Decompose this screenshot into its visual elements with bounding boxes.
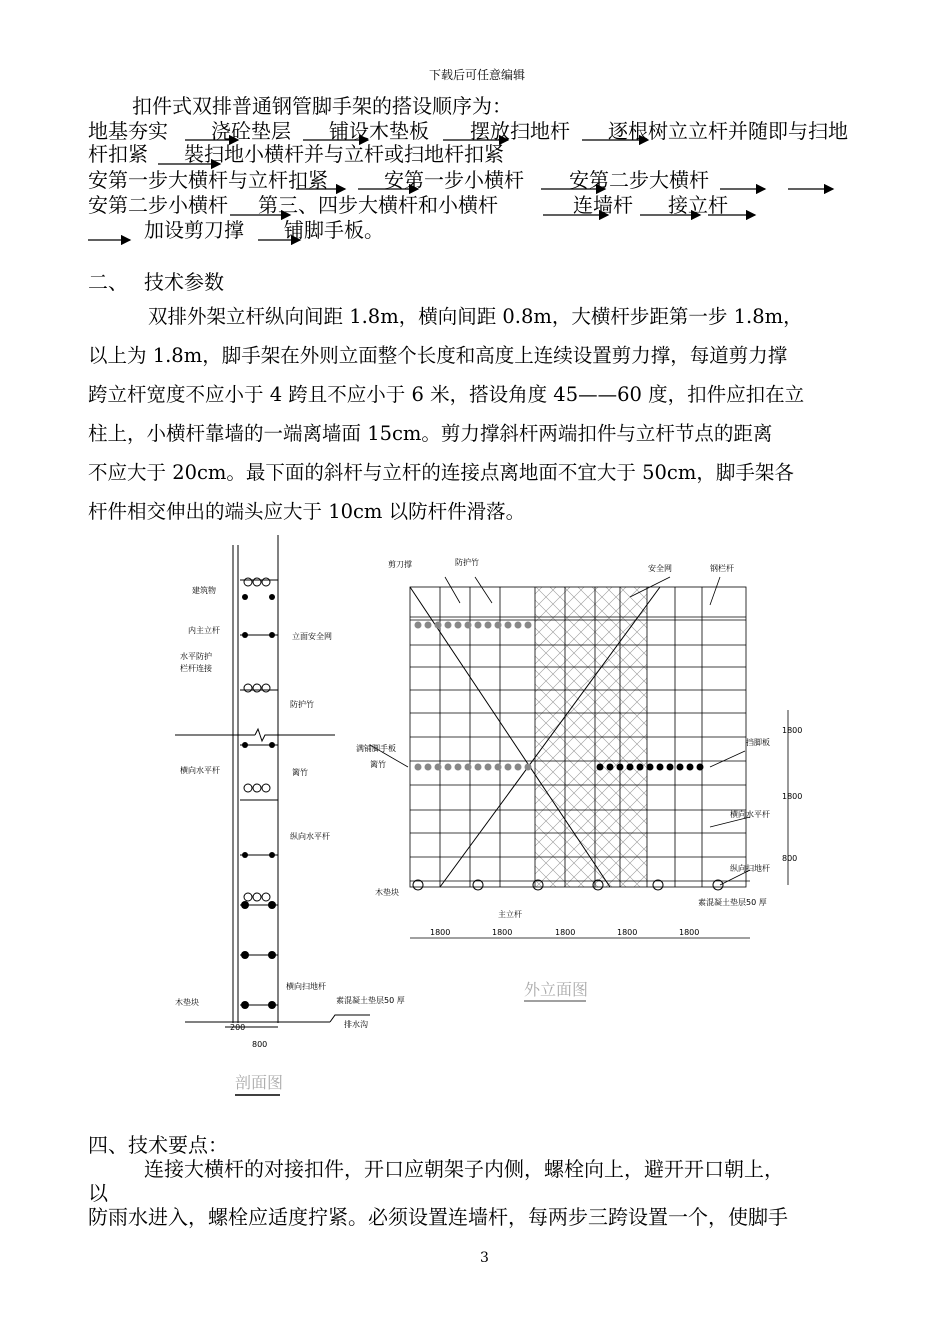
elev-label-wood-block: 木垫块 [375,888,399,897]
label-concrete: 素混凝土垫层50 厚 [336,996,405,1005]
label-inner-pole: 内主立杆 [188,626,220,635]
label-drain: 排水沟 [344,1020,368,1029]
elev-label-concrete: 素混凝土垫层50 厚 [698,898,767,907]
page-number: 3 [480,1250,489,1266]
section4-heading: 四、技术要点： [88,1133,228,1157]
seq-step-13: 连墙杆 [573,193,633,217]
seq-step-4: 摆放扫地杆 [470,119,570,143]
elev-label-safety-net: 安全网 [648,564,672,573]
section-view-caption: 剖面图 [235,1073,284,1092]
section2-line-4: 柱上，小横杆靠墙的一端离墙面 15cm。剪力撑斜杆两端扣件与立杆节点的距离 [88,422,773,445]
seq-step-6: 杆扣紧 [88,142,148,166]
elev-label-railing: 钢栏杆 [710,564,734,573]
elev-dim-1: 1800 [430,928,451,937]
elev-label-full-board: 满铺脚手板 [356,744,396,753]
label-transverse-bar: 横向水平杆 [180,766,220,775]
elevation-caption: 外立面图 [524,980,589,999]
seq-step-11: 安第二步小横杆 [88,193,228,217]
elev-label-scissor: 剪刀撑 [388,560,412,569]
seq-step-3: 铺设木垫板 [329,119,429,143]
elev-label-long-sweep: 纵向扫地杆 [730,864,770,873]
label-fence-1: 水平防护 [180,652,212,661]
elev-dim-right-2: 1800 [782,792,803,801]
seq-step-1: 地基夯实 [88,119,168,143]
label-guard: 防护竹 [290,700,314,709]
label-building: 建筑物 [192,586,216,595]
elev-dim-4: 1800 [617,928,638,937]
elev-dim-3: 1800 [555,928,576,937]
section2-line-3: 跨立杆宽度不应小于 4 跨且不应小于 6 米，搭设角度 45——60 度，扣件应扣在立 [88,383,805,406]
sequence-arrows [0,0,950,260]
elev-label-transverse-bar: 横向水平杆 [730,810,770,819]
label-dim-800: 800 [252,1040,268,1049]
label-fence-2: 栏杆连接 [180,664,212,673]
label-sweep-bar: 横向扫地杆 [286,982,326,991]
seq-step-2: 浇砼垫层 [211,119,291,143]
section2-heading: 技术参数 [144,270,224,294]
elev-dim-right-1: 1800 [782,726,803,735]
section2-line-6: 杆件相交伸出的端头应大于 10cm 以防杆件滑落。 [88,500,526,523]
section2-line-1: 双排外架立杆纵向间距 1.8m，横向间距 0.8m，大横杆步距第一步 1.8m， [148,305,803,328]
elevation-drawing [350,555,803,1015]
seq-step-8: 安第一步大横杆与立杆扣紧 [88,168,328,192]
label-wood-block: 木垫块 [175,998,199,1007]
seq-step-16: 铺脚手板。 [284,218,384,242]
seq-step-7: 裝扫地小横杆并与立杆或扫地杆扣紧 [184,142,504,166]
elev-label-bamboo: 篱竹 [370,760,386,769]
elev-label-toe-board: 挡脚板 [746,738,770,747]
section4-line-1: 连接大横杆的对接扣件，开口应朝架子内侧，螺栓向上，避开开口朝上， [144,1157,784,1181]
elev-label-guard: 防护竹 [455,558,479,567]
section2-line-5: 不应大于 20cm。最下面的斜杆与立杆的连接点离地面不宜大于 50cm，脚手架各 [88,461,794,484]
elev-dim-2: 1800 [492,928,513,937]
section2-line-2: 以上为 1.8m，脚手架在外则立面整个长度和高度上连续设置剪力撑，每道剪力撑 [88,344,788,367]
page-header: 下载后可任意编辑 [429,68,526,82]
sequence-intro: 扣件式双排普通钢管脚手架的搭设顺序为： [132,94,512,118]
seq-step-12: 第三、四步大横杆和小横杆 [258,193,498,217]
section4-line-3: 防雨水进入，螺栓应适度拧紧。必须设置连墙杆，每两步三跨设置一个，使脚手 [88,1205,788,1229]
seq-step-5: 逐根树立立杆并随即与扫地 [608,119,848,143]
label-safety-net-v: 立面安全网 [292,632,332,641]
section2-number: 二、 [88,270,128,294]
seq-step-10: 安第二步大横杆 [569,168,709,192]
seq-step-9: 安第一步小横杆 [384,168,524,192]
elev-dim-right-3: 800 [782,854,798,863]
seq-step-14: 接立杆 [668,193,728,217]
seq-step-15: 加设剪刀撑 [144,218,244,242]
elev-dim-5: 1800 [679,928,700,937]
label-long-bar: 纵向水平杆 [290,832,330,841]
elev-label-main-pole: 主立杆 [498,910,522,919]
label-bamboo: 篱竹 [292,768,308,777]
section4-line-2: 以 [88,1181,108,1205]
label-dim-200: 200 [230,1023,246,1032]
